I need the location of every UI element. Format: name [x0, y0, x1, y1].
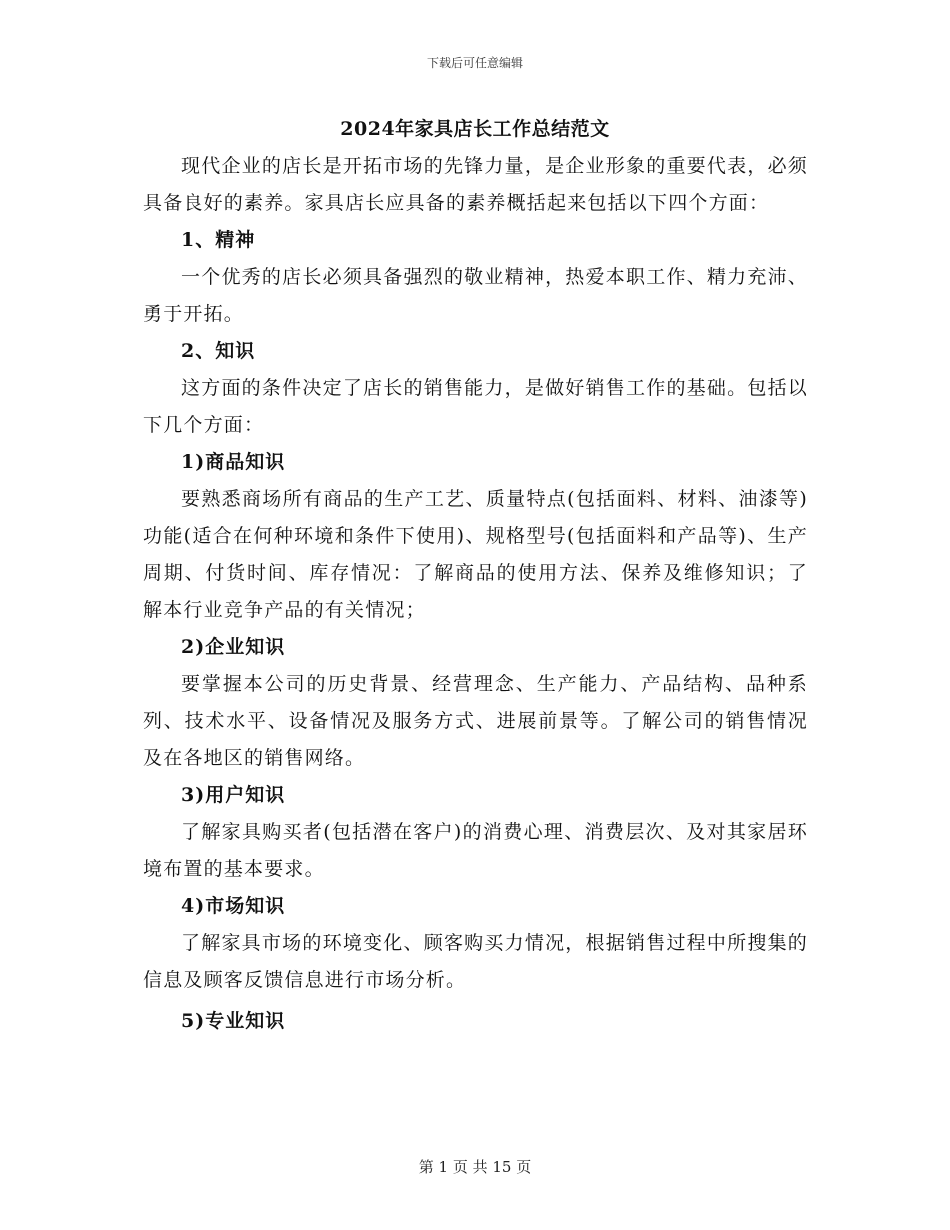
header-note: 下载后可任意编辑	[426, 56, 523, 70]
document-body	[143, 148, 808, 1040]
paragraph-spirit: 一个优秀的店长必须具备强烈的敬业精神，热爱本职工作、精力充沛、勇于开拓。	[143, 266, 808, 325]
paragraph-intro: 现代企业的店长是开拓市场的先锋力量，是企业形象的重要代表，必须具备良好的素养。家具店长应具备的素养概括起来包括以下四个方面：	[143, 155, 808, 214]
subheading-market-knowledge: 4)市场知识	[181, 895, 286, 917]
subheading-user-knowledge: 3)用户知识	[181, 784, 286, 806]
section-heading-spirit: 1、精神	[181, 229, 256, 251]
paragraph-company-knowledge: 要掌握本公司的历史背景、经营理念、生产能力、产品结构、品种系列、技术水平、设备情况及服务方式、进展前景等。了解公司的销售情况及在各地区的销售网络。	[143, 673, 808, 769]
page-footer: 第 1 页 共 15 页	[418, 1158, 532, 1176]
paragraph-product-knowledge: 要熟悉商场所有商品的生产工艺、质量特点(包括面料、材料、油漆等)功能(适合在何种环境和条件下使用)、规格型号(包括面料和产品等)、生产周期、付货时间、库存情况：了解商品的使用方法、保养及维修知识；了解本行业竞争产品的有关情况；	[143, 488, 808, 621]
document-title: 2024年家具店长工作总结范文	[340, 118, 610, 140]
section-heading-knowledge: 2、知识	[181, 340, 256, 362]
subheading-product-knowledge: 1)商品知识	[181, 451, 286, 473]
subheading-company-knowledge: 2)企业知识	[181, 636, 286, 658]
paragraph-user-knowledge: 了解家具购买者(包括潜在客户)的消费心理、消费层次、及对其家居环境布置的基本要求。	[143, 821, 808, 880]
paragraph-market-knowledge: 了解家具市场的环境变化、顾客购买力情况，根据销售过程中所搜集的信息及顾客反馈信息进行市场分析。	[143, 932, 808, 991]
paragraph-knowledge: 这方面的条件决定了店长的销售能力，是做好销售工作的基础。包括以下几个方面：	[143, 377, 808, 436]
subheading-professional-knowledge: 5)专业知识	[181, 1010, 286, 1032]
